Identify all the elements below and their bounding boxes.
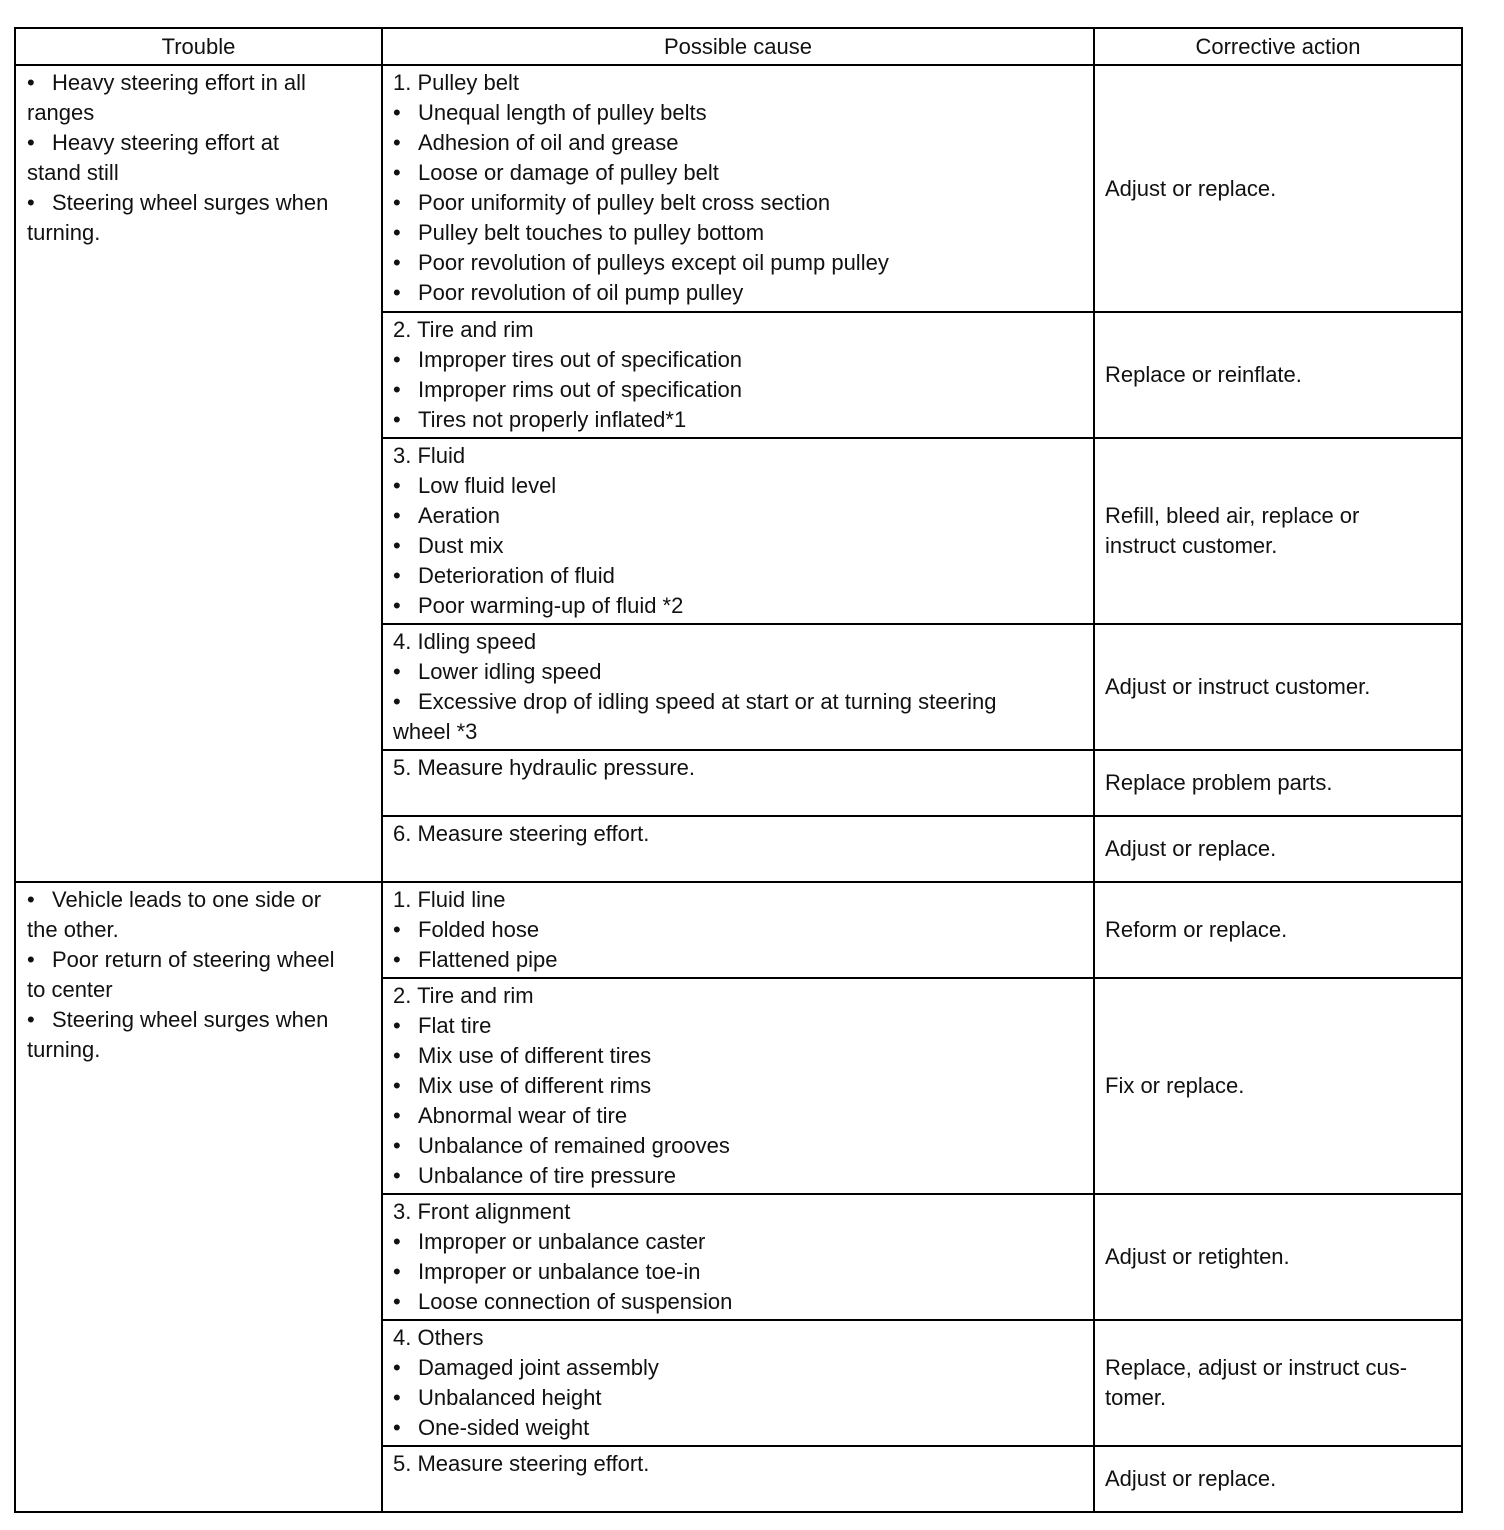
cause-title: 6. Measure steering effort. (393, 821, 650, 846)
cause-cell (382, 624, 1094, 750)
cause-item (393, 591, 1083, 621)
bullet-icon: • (27, 887, 35, 912)
cause-item-text: Adhesion of oil and grease (418, 130, 679, 155)
cause-cell (382, 882, 1094, 978)
cause-item-text: Dust mix (418, 533, 504, 558)
corrective-action-text: Refill, bleed air, replace or (1105, 503, 1360, 528)
bullet-icon: • (393, 1289, 401, 1314)
trouble-line (27, 218, 371, 248)
cause-item-text: Poor revolution of pulleys except oil pump pulley (418, 250, 889, 275)
corrective-action-text: Replace or reinflate. (1105, 362, 1302, 387)
corrective-action-text: Replace problem parts. (1105, 770, 1333, 795)
corrective-action-cell (1094, 438, 1462, 624)
cause-item (393, 1257, 1083, 1287)
cause-item-text: Damaged joint assembly (418, 1355, 659, 1380)
corrective-action-text: Replace, adjust or instruct cus- (1105, 1355, 1408, 1380)
cause-item (393, 218, 1083, 248)
bullet-icon: • (393, 473, 401, 498)
cause-title: 3. Front alignment (393, 1199, 571, 1224)
trouble-text: Vehicle leads to one side or (52, 887, 322, 912)
cause-cell (382, 65, 1094, 312)
bullet-icon: • (393, 947, 401, 972)
corrective-action-cell (1094, 978, 1462, 1194)
bullet-icon: • (393, 1415, 401, 1440)
trouble-line (27, 1035, 371, 1065)
bullet-icon: • (393, 377, 401, 402)
bullet-icon: • (393, 1385, 401, 1410)
cause-item-text: Lower idling speed (418, 659, 602, 684)
cause-cell (382, 978, 1094, 1194)
corrective-action-cell (1094, 1194, 1462, 1320)
trouble-text: to center (27, 977, 113, 1002)
cause-item-text: Poor warming-up of fluid *2 (418, 593, 684, 618)
cause-item (393, 1131, 1083, 1161)
header-possible-cause: Possible cause (382, 28, 1094, 65)
bullet-icon: • (27, 130, 35, 155)
corrective-action-cell (1094, 816, 1462, 882)
cause-item (393, 471, 1083, 501)
cause-item (393, 561, 1083, 591)
cause-item-text: Poor uniformity of pulley belt cross section (418, 190, 831, 215)
cause-item (393, 915, 1083, 945)
cause-item-text: Folded hose (418, 917, 540, 942)
bullet-icon: • (393, 593, 401, 618)
corrective-action-text: Adjust or replace. (1105, 836, 1277, 861)
cause-title: 3. Fluid (393, 443, 466, 468)
trouble-text: ranges (27, 100, 95, 125)
cause-cell (382, 312, 1094, 438)
trouble-line (27, 68, 371, 98)
cause-item (393, 188, 1083, 218)
bullet-icon: • (393, 1259, 401, 1284)
bullet-icon: • (393, 250, 401, 275)
cause-cell (382, 1194, 1094, 1320)
bullet-icon: • (393, 1013, 401, 1038)
trouble-line (27, 915, 371, 945)
bullet-icon: • (393, 689, 401, 714)
bullet-icon: • (393, 347, 401, 372)
trouble-line (27, 98, 371, 128)
cause-item-text: Aeration (418, 503, 500, 528)
cause-item (393, 405, 1083, 435)
cause-item (393, 278, 1083, 308)
trouble-text: Steering wheel surges when (52, 190, 329, 215)
cause-item (393, 945, 1083, 975)
bullet-icon: • (393, 100, 401, 125)
cause-item (393, 657, 1083, 687)
bullet-icon: • (393, 563, 401, 588)
corrective-action-cell (1094, 882, 1462, 978)
cause-item-text: Mix use of different tires (418, 1043, 652, 1068)
cause-item-text: Flattened pipe (418, 947, 558, 972)
cause-cell (382, 438, 1094, 624)
bullet-icon: • (393, 1133, 401, 1158)
bullet-icon: • (393, 407, 401, 432)
bullet-icon: • (393, 1073, 401, 1098)
cause-title: 4. Idling speed (393, 629, 537, 654)
cause-cell (382, 750, 1094, 816)
bullet-icon: • (393, 1163, 401, 1188)
corrective-action-text: Adjust or replace. (1105, 1466, 1277, 1491)
corrective-action-text: instruct customer. (1105, 533, 1278, 558)
bullet-icon: • (393, 220, 401, 245)
cause-item-text: Mix use of different rims (418, 1073, 652, 1098)
bullet-icon: • (393, 533, 401, 558)
cause-item-text: Unbalance of remained grooves (418, 1133, 730, 1158)
bullet-icon: • (393, 917, 401, 942)
table-body (15, 65, 1462, 1512)
cause-cell (382, 1446, 1094, 1512)
cause-item (393, 375, 1083, 405)
cause-title: 5. Measure steering effort. (393, 1451, 650, 1476)
cause-item (393, 1161, 1083, 1191)
cause-item-text: Loose connection of suspension (418, 1289, 733, 1314)
cause-item-text: Unbalance of tire pressure (418, 1163, 677, 1188)
trouble-line (27, 128, 371, 158)
bullet-icon: • (393, 1103, 401, 1128)
header-row (15, 28, 1462, 65)
troubleshooting-table (14, 27, 1463, 1513)
cause-item-text: Unbalanced height (418, 1385, 602, 1410)
cause-item-text: Pulley belt touches to pulley bottom (418, 220, 765, 245)
cause-item (393, 1011, 1083, 1041)
cause-item-text: One-sided weight (418, 1415, 590, 1440)
cause-item (393, 1413, 1083, 1443)
cause-item-text: Flat tire (418, 1013, 492, 1038)
corrective-action-cell (1094, 1446, 1462, 1512)
corrective-action-cell (1094, 1320, 1462, 1446)
cause-item-text: Loose or damage of pulley belt (418, 160, 719, 185)
corrective-action-text: Adjust or retighten. (1105, 1244, 1290, 1269)
bullet-icon: • (393, 1043, 401, 1068)
cause-item-text: Improper rims out of specification (418, 377, 743, 402)
bullet-icon: • (393, 1229, 401, 1254)
trouble-text: stand still (27, 160, 119, 185)
trouble-cell (15, 65, 382, 882)
cause-item (393, 1287, 1083, 1317)
cause-title: 4. Others (393, 1325, 484, 1350)
cause-item (393, 531, 1083, 561)
cause-item (393, 1101, 1083, 1131)
cause-item (393, 1071, 1083, 1101)
trouble-line (27, 945, 371, 975)
cause-item-text: Deterioration of fluid (418, 563, 615, 588)
trouble-text: Heavy steering effort in all (52, 70, 306, 95)
cause-item-text: Poor revolution of oil pump pulley (418, 280, 744, 305)
trouble-text: the other. (27, 917, 119, 942)
cause-cell (382, 1320, 1094, 1446)
bullet-icon: • (393, 130, 401, 155)
cause-item (393, 1227, 1083, 1257)
bullet-icon: • (393, 503, 401, 528)
corrective-action-cell (1094, 65, 1462, 312)
trouble-text: Steering wheel surges when (52, 1007, 329, 1032)
cause-item-continuation: wheel *3 (393, 719, 478, 744)
trouble-text: turning. (27, 1037, 101, 1062)
trouble-text: Heavy steering effort at (52, 130, 280, 155)
corrective-action-cell (1094, 312, 1462, 438)
cause-item-text: Improper or unbalance caster (418, 1229, 706, 1254)
cause-title: 2. Tire and rim (393, 983, 534, 1008)
bullet-icon: • (27, 1007, 35, 1032)
bullet-icon: • (27, 947, 35, 972)
cause-item (393, 687, 1083, 717)
trouble-text: Poor return of steering wheel (52, 947, 335, 972)
trouble-text: turning. (27, 220, 101, 245)
cause-item (393, 98, 1083, 128)
bullet-icon: • (393, 659, 401, 684)
bullet-icon: • (393, 280, 401, 305)
cause-item-text: Abnormal wear of tire (418, 1103, 628, 1128)
header-trouble: Trouble (15, 28, 382, 65)
corrective-action-text: Fix or replace. (1105, 1073, 1245, 1098)
cause-item-text: Improper or unbalance toe-in (418, 1259, 701, 1284)
trouble-line (27, 158, 371, 188)
cause-item-text: Improper tires out of specification (418, 347, 743, 372)
bullet-icon: • (393, 190, 401, 215)
table-row (15, 882, 1462, 978)
cause-cell (382, 816, 1094, 882)
cause-item-text: Excessive drop of idling speed at start or at turning steering (418, 689, 997, 714)
cause-item (393, 158, 1083, 188)
cause-item-text: Unequal length of pulley belts (418, 100, 707, 125)
corrective-action-cell (1094, 750, 1462, 816)
bullet-icon: • (27, 70, 35, 95)
cause-item (393, 128, 1083, 158)
cause-title: 2. Tire and rim (393, 317, 534, 342)
cause-item (393, 345, 1083, 375)
cause-title: 1. Pulley belt (393, 70, 519, 95)
corrective-action-text: Adjust or replace. (1105, 175, 1277, 201)
cause-item (393, 1353, 1083, 1383)
trouble-line (27, 885, 371, 915)
corrective-action-text: Adjust or instruct customer. (1105, 674, 1371, 699)
corrective-action-cell (1094, 624, 1462, 750)
bullet-icon: • (393, 160, 401, 185)
cause-item (393, 248, 1083, 278)
cause-title: 1. Fluid line (393, 887, 506, 912)
cause-item (393, 501, 1083, 531)
cause-item-text: Tires not properly inflated*1 (418, 407, 687, 432)
cause-item (393, 1383, 1083, 1413)
header-corrective-action: Corrective action (1094, 28, 1462, 65)
trouble-line (27, 975, 371, 1005)
trouble-cell (15, 882, 382, 1512)
trouble-line (27, 1005, 371, 1035)
table-row (15, 65, 1462, 312)
cause-title: 5. Measure hydraulic pressure. (393, 755, 696, 780)
corrective-action-text: tomer. (1105, 1385, 1167, 1410)
bullet-icon: • (27, 190, 35, 215)
bullet-icon: • (393, 1355, 401, 1380)
cause-item-text: Low fluid level (418, 473, 557, 498)
corrective-action-text: Reform or replace. (1105, 917, 1288, 942)
cause-item (393, 1041, 1083, 1071)
trouble-line (27, 188, 371, 218)
